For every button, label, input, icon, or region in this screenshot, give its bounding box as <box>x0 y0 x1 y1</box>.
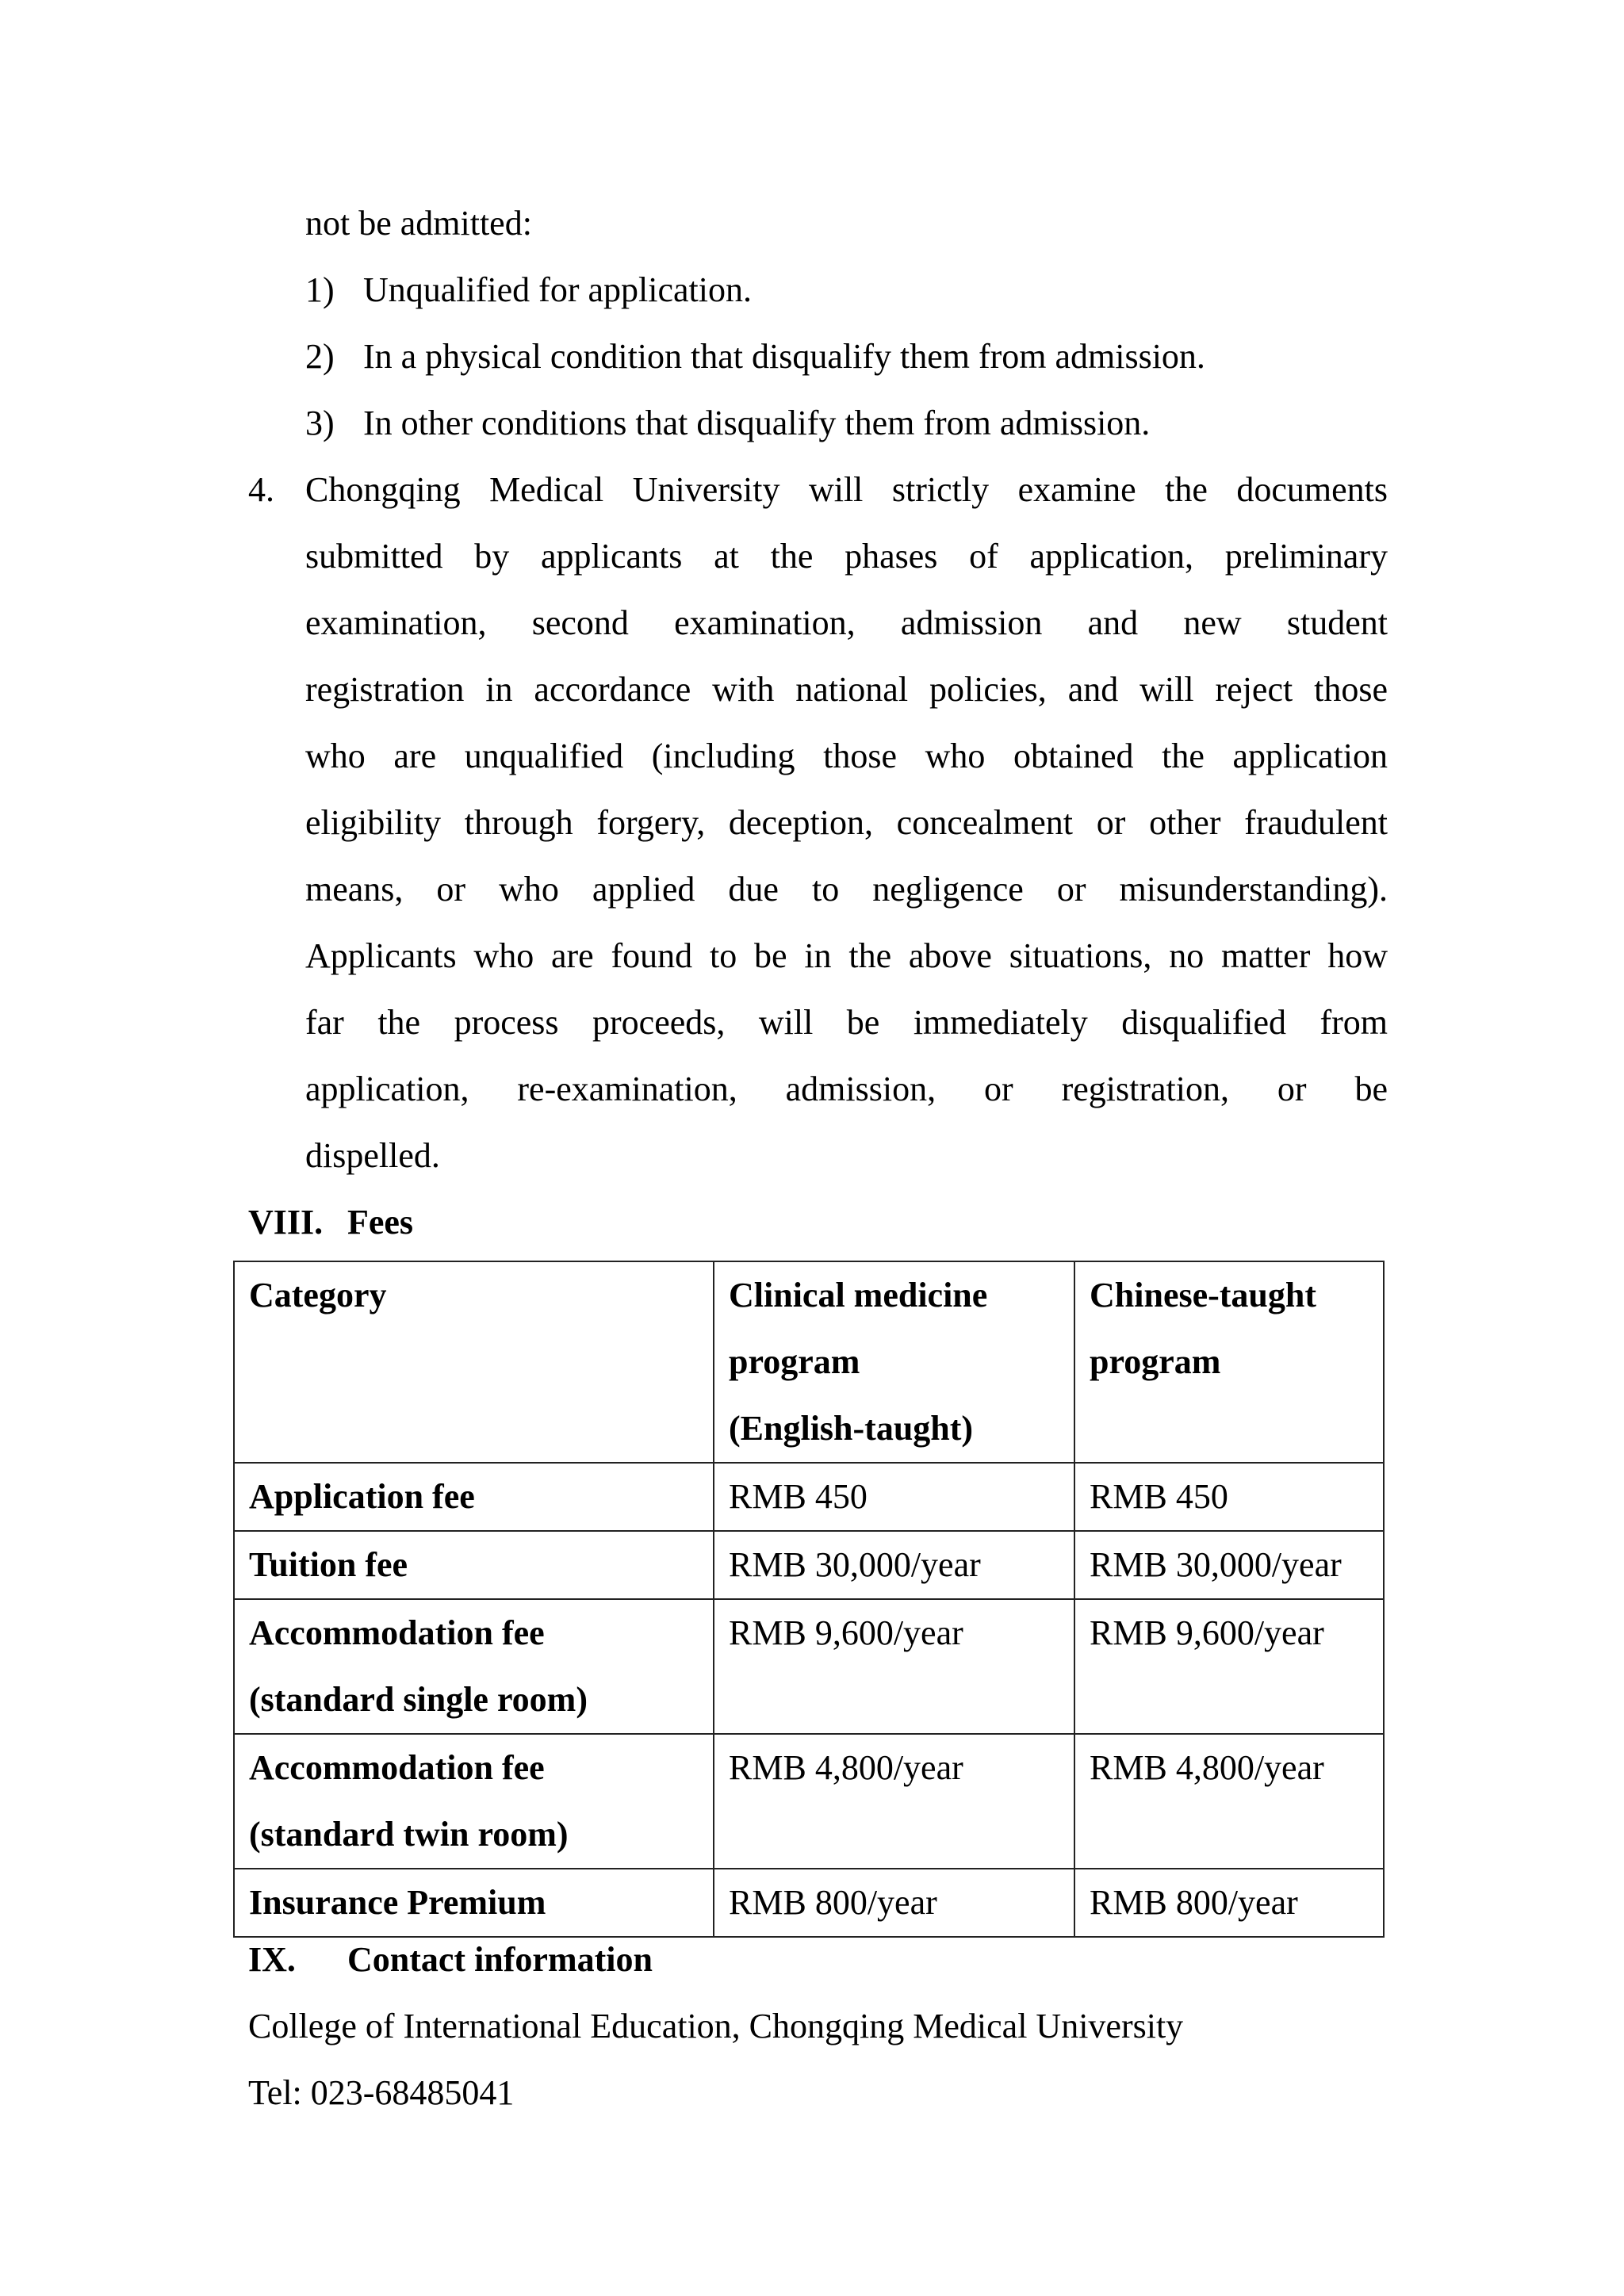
sub-item-num-3: 3) <box>305 404 335 442</box>
contact-heading: Contact information <box>347 1940 653 1979</box>
contact-heading-num: IX. <box>248 1940 296 1979</box>
fees-heading: Fees <box>347 1203 414 1242</box>
item4-num: 4. <box>248 470 274 509</box>
row-category: Accommodation fee (standard twin room) <box>234 1734 714 1869</box>
table-header-row <box>234 1261 1384 1463</box>
sub-item-num-1: 1) <box>305 270 335 309</box>
row-english-fee: RMB 4,800/year <box>714 1734 1074 1869</box>
contact-tel: Tel: 023-68485041 <box>248 2073 515 2112</box>
header-chinese-program: Chinese-taught program <box>1074 1261 1384 1463</box>
item4-line: dispelled. <box>305 1136 440 1175</box>
item4-line: registration in accordance with national policies, and will reject those <box>305 670 1388 709</box>
row-chinese-fee: RMB 30,000/year <box>1074 1531 1384 1599</box>
row-english-fee: RMB 800/year <box>714 1869 1074 1937</box>
table-row <box>234 1463 1384 1531</box>
row-category: Insurance Premium <box>234 1869 714 1937</box>
contact-college: College of International Education, Chongqing Medical University <box>248 2007 1184 2045</box>
row-chinese-fee: RMB 800/year <box>1074 1869 1384 1937</box>
row-english-fee: RMB 450 <box>714 1463 1074 1531</box>
item4-line: Chongqing Medical University will strictly examine the documents <box>305 470 1388 509</box>
table-row <box>234 1599 1384 1734</box>
item4-line: application, re-examination, admission, or registration, or be <box>305 1070 1388 1108</box>
header-english-program: Clinical medicine program (English-taught) <box>714 1261 1074 1463</box>
table-row <box>234 1531 1384 1599</box>
fees-heading-num: VIII. <box>248 1203 324 1242</box>
row-chinese-fee: RMB 450 <box>1074 1463 1384 1531</box>
intro-line: not be admitted: <box>305 204 532 243</box>
item4-line: far the process proceeds, will be immediately disqualified from <box>305 1003 1388 1042</box>
row-chinese-fee: RMB 4,800/year <box>1074 1734 1384 1869</box>
table-row <box>234 1734 1384 1869</box>
fees-table <box>233 1261 1385 1938</box>
sub-item-text-1: Unqualified for application. <box>363 270 752 309</box>
header-category: Category <box>234 1261 714 1463</box>
row-category: Application fee <box>234 1463 714 1531</box>
item4-line: examination, second examination, admission and new student <box>305 603 1388 642</box>
item4-line: who are unqualified (including those who obtained the application <box>305 737 1388 775</box>
row-category: Tuition fee <box>234 1531 714 1599</box>
item4-line: Applicants who are found to be in the above situations, no matter how <box>305 936 1388 975</box>
row-english-fee: RMB 9,600/year <box>714 1599 1074 1734</box>
row-category: Accommodation fee (standard single room) <box>234 1599 714 1734</box>
item4-line: eligibility through forgery, deception, concealment or other fraudulent <box>305 803 1388 842</box>
sub-item-text-2: In a physical condition that disqualify them from admission. <box>363 337 1205 376</box>
sub-item-text-3: In other conditions that disqualify them from admission. <box>363 404 1151 442</box>
row-english-fee: RMB 30,000/year <box>714 1531 1074 1599</box>
item4-line: means, or who applied due to negligence or misunderstanding). <box>305 870 1388 909</box>
sub-item-num-2: 2) <box>305 337 335 376</box>
row-chinese-fee: RMB 9,600/year <box>1074 1599 1384 1734</box>
item4-line: submitted by applicants at the phases of application, preliminary <box>305 537 1388 576</box>
